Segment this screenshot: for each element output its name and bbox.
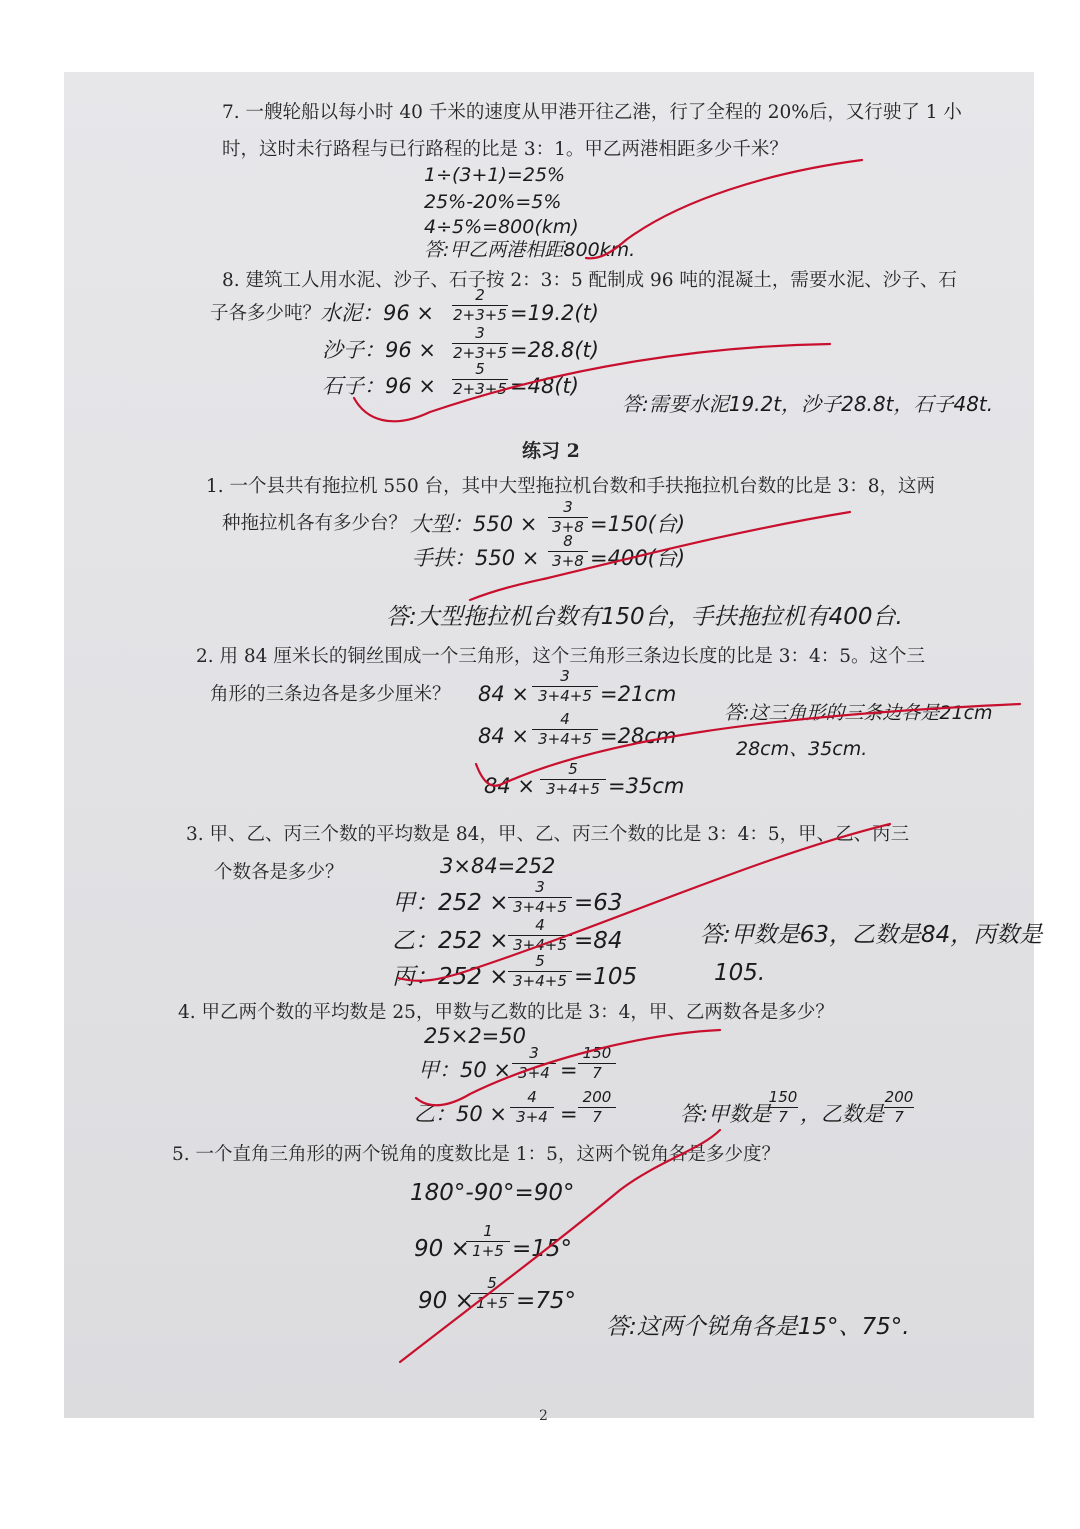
- p3-row1-pre: 甲：252 ×: [392, 890, 509, 916]
- p2-row2-fraction: $\frac{4}{3+4+5}$: [532, 712, 598, 747]
- p2-row1-post: =21cm: [600, 682, 677, 706]
- p3-row3-post: =105: [574, 964, 638, 990]
- p2-row3-pre: 84 ×: [484, 774, 535, 798]
- p5-work: 180°-90°=90°: [410, 1180, 575, 1206]
- q7-text-line2: 时，这时未行路程与已行路程的比是 3：1。甲乙两港相距多少千米？: [222, 139, 788, 160]
- q8-row3-fraction: $\frac{5}{2+3+5}$: [453, 360, 507, 398]
- p4-answer-mid: ，乙数是: [800, 1102, 884, 1126]
- q7-text-line1: 7. 一艘轮船以每小时 40 千米的速度从甲港开往乙港，行了全程的 20%后，又行驶了 1 小: [222, 102, 962, 123]
- p2-text-line1: 2. 用 84 厘米长的铜丝围成一个三角形，这个三角形三条边长度的比是 3：4：5。这个三: [196, 646, 926, 667]
- p1-row2-fraction: $\frac{8}{3+8}$: [548, 534, 588, 569]
- p4-row2-result: $\frac{200}{7}$: [578, 1090, 616, 1125]
- q8-row1-fraction: $\frac{2}{2+3+5}$: [453, 286, 507, 324]
- p5-row1-post: =15°: [512, 1236, 573, 1262]
- q8-row3-post: =48(t): [510, 374, 579, 398]
- p2-row3-post: =35cm: [608, 774, 685, 798]
- p3-row2-pre: 乙：252 ×: [392, 928, 509, 954]
- p3-answer-line1: 答:甲数是63，乙数是84，丙数是: [700, 922, 1043, 948]
- p1-row1-pre: 大型：550 ×: [410, 512, 538, 536]
- p2-answer-line1: 答:这三角形的三条边各是21cm: [724, 702, 993, 724]
- p4-row1-fraction: $\frac{3}{3+4}$: [512, 1046, 556, 1081]
- p4-text-line1: 4. 甲乙两个数的平均数是 25，甲数与乙数的比是 3：4，甲、乙两数各是多少？: [178, 1002, 834, 1023]
- q7-answer: 答:甲乙两港相距800km.: [424, 239, 636, 261]
- p2-row1-fraction: $\frac{3}{3+4+5}$: [532, 669, 598, 704]
- p1-row1-fraction: $\frac{3}{3+8}$: [548, 500, 588, 535]
- p4-row1-eq: =: [560, 1058, 578, 1082]
- page-number: 2: [539, 1408, 548, 1424]
- p4-answer-pre: 答:甲数是: [680, 1102, 772, 1126]
- p3-row1-post: =63: [574, 890, 623, 916]
- p1-text-line2: 种拖拉机各有多少台？: [222, 513, 408, 534]
- p3-text-line1: 3. 甲、乙、丙三个数的平均数是 84，甲、乙、丙三个数的比是 3：4：5，甲、乙、丙三: [186, 824, 910, 845]
- p4-row1-pre: 甲：50 ×: [418, 1058, 511, 1082]
- q8-row2-pre: 沙子：96 ×: [322, 338, 436, 362]
- p1-text-line1: 1. 一个县共有拖拉机 550 台，其中大型拖拉机台数和手扶拖拉机台数的比是 3：8，这两: [206, 476, 936, 497]
- p4-row2-eq: =: [560, 1102, 578, 1126]
- p5-answer: 答:这两个锐角各是15°、75°.: [606, 1314, 910, 1340]
- p1-row2-pre: 手扶：550 ×: [412, 546, 540, 570]
- p4-row2-pre: 乙：50 ×: [414, 1102, 507, 1126]
- p3-row2-fraction: $\frac{4}{3+4+5}$: [508, 918, 572, 953]
- q8-row1-pre: 水泥：96 ×: [320, 301, 434, 325]
- p3-answer-line2: 105.: [714, 960, 766, 986]
- p4-answer-frac2: $\frac{200}{7}$: [884, 1088, 914, 1126]
- p4-row1-result: $\frac{150}{7}$: [578, 1046, 616, 1081]
- q8-row2-post: =28.8(t): [510, 338, 599, 362]
- p3-row2-post: =84: [574, 928, 623, 954]
- p5-row2-fraction: $\frac{5}{1+5}$: [470, 1276, 514, 1311]
- q8-text-line1: 8. 建筑工人用水泥、沙子、石子按 2：3：5 配制成 96 吨的混凝土，需要水泥、沙子、石: [222, 270, 957, 291]
- p2-row3-fraction: $\frac{5}{3+4+5}$: [540, 762, 606, 797]
- p2-row2-post: =28cm: [600, 724, 677, 748]
- p2-text-line2: 角形的三条边各是多少厘米？: [210, 684, 451, 705]
- q8-row1-post: =19.2(t): [510, 301, 599, 325]
- p4-work: 25×2=50: [424, 1024, 526, 1048]
- p5-row1-fraction: $\frac{1}{1+5}$: [466, 1224, 510, 1259]
- p3-work: 3×84=252: [440, 854, 556, 878]
- q7-work-3: 4÷5%=800(km): [424, 216, 579, 238]
- q8-row3-pre: 石子：96 ×: [322, 374, 436, 398]
- p1-row2-post: =400(台): [590, 546, 686, 570]
- p2-row2-pre: 84 ×: [478, 724, 529, 748]
- p3-row3-pre: 丙：252 ×: [392, 964, 509, 990]
- section-title: 练习 2: [522, 440, 580, 462]
- p5-row1-pre: 90 ×: [414, 1236, 470, 1262]
- p5-row2-post: =75°: [516, 1288, 577, 1314]
- p5-text-line1: 5. 一个直角三角形的两个锐角的度数比是 1：5，这两个锐角各是多少度？: [172, 1144, 780, 1165]
- q8-text-line2: 子各多少吨？: [210, 303, 322, 324]
- p3-row3-fraction: $\frac{5}{3+4+5}$: [508, 954, 572, 989]
- p2-answer-line2: 28cm、35cm.: [736, 738, 868, 760]
- p1-row1-post: =150(台): [590, 512, 686, 536]
- p5-row2-pre: 90 ×: [418, 1288, 474, 1314]
- p1-answer: 答:大型拖拉机台数有150台，手扶拖拉机有400台.: [386, 604, 903, 630]
- p3-row1-fraction: $\frac{3}{3+4+5}$: [508, 880, 572, 915]
- q7-work-1: 1÷(3+1)=25%: [424, 164, 566, 186]
- p3-text-line2: 个数各是多少？: [214, 862, 344, 883]
- q7-work-2: 25%-20%=5%: [424, 191, 562, 213]
- p4-row2-fraction: $\frac{4}{3+4}$: [510, 1090, 554, 1125]
- p4-answer-frac1: $\frac{150}{7}$: [768, 1088, 798, 1126]
- q8-row2-fraction: $\frac{3}{2+3+5}$: [453, 324, 507, 362]
- p2-row1-pre: 84 ×: [478, 682, 529, 706]
- q8-answer: 答:需要水泥19.2t，沙子28.8t，石子48t.: [622, 392, 994, 416]
